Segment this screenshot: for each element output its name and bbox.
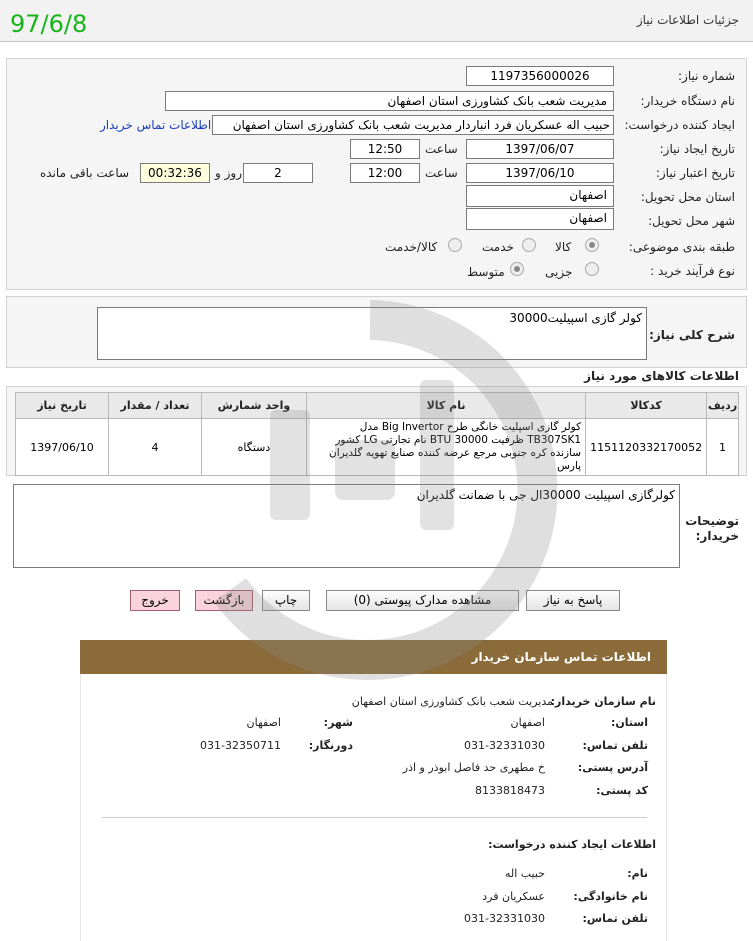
remaining-time-field[interactable]: 00:32:36 (140, 163, 210, 183)
process-medium-radio[interactable] (510, 262, 524, 276)
cell-name-line-4: پارس (557, 460, 582, 472)
goods-title: اطلاعات کالاهای مورد نیاز (584, 369, 739, 383)
table-row[interactable] (16, 419, 739, 476)
contact-divider (102, 817, 647, 818)
creator-info-title: اطلاعات ایجاد کننده درخواست: (488, 838, 656, 851)
cell-unit: دستگاه (201, 419, 306, 476)
print-button[interactable]: چاپ (262, 590, 310, 611)
creator-first-label: نام: (627, 867, 648, 880)
contact-city-label: شهر: (323, 716, 353, 729)
contact-address-label: آدرس پستی: (577, 761, 648, 774)
goods-table-wrap (15, 392, 739, 476)
cell-row: 1 (707, 419, 739, 476)
valid-date-field[interactable]: 1397/06/10 (466, 163, 614, 183)
remaining-label: ساعت باقی مانده (40, 166, 130, 180)
contact-postal-label: کد پستی: (596, 784, 648, 797)
goods-table (15, 392, 739, 476)
days-label: روز و (215, 166, 242, 180)
contact-title: اطلاعات تماس سازمان خریدار (471, 650, 651, 664)
category-both-label: کالا/خدمت (385, 240, 438, 254)
creator-first-value: حبیب اله (504, 867, 545, 880)
contact-fax-label: دورنگار: (308, 739, 353, 752)
province-label: استان محل تحویل: (640, 190, 735, 204)
contact-org-value: مدیریت شعب بانک کشاورزی استان اصفهان (351, 695, 553, 708)
creator-label: ایجاد کننده درخواست: (624, 118, 735, 132)
process-minor-label: جزیی (545, 265, 573, 279)
creator-last-label: نام خانوادگی: (573, 890, 648, 903)
created-time-label: ساعت (425, 142, 458, 156)
contact-header (80, 640, 667, 674)
need-number-field[interactable]: 1197356000026 (466, 66, 614, 86)
back-button[interactable]: بازگشت (195, 590, 253, 611)
col-name: نام کالا (306, 393, 585, 419)
creator-phone-label: تلفن تماس: (582, 912, 648, 925)
process-label: نوع فرآیند خرید : (650, 264, 735, 278)
summary-text: کولر گازی اسپیلیت30000 (509, 311, 642, 325)
category-goods-label: کالا (555, 240, 572, 254)
created-time-field[interactable]: 12:50 (350, 139, 420, 159)
col-row: ردیف (707, 393, 739, 419)
buyer-org-field[interactable]: مدیریت شعب بانک کشاورزی استان اصفهان (165, 91, 614, 111)
summary-label: شرح کلی نیاز: (649, 328, 735, 342)
creator-phone-value: 031-32331030 (464, 912, 545, 925)
days-field[interactable]: 2 (243, 163, 313, 183)
category-label: طبقه بندی موضوعی: (628, 240, 735, 254)
valid-date-label: تاریخ اعتبار نیاز: (655, 166, 735, 180)
contact-address-value: خ مطهری حد فاصل ابوذر و اذر (402, 761, 545, 774)
contact-state-value: اصفهان (510, 716, 545, 729)
city-label: شهر محل تحویل: (648, 214, 735, 228)
created-date-field[interactable]: 1397/06/07 (466, 139, 614, 159)
valid-time-field[interactable]: 12:00 (350, 163, 420, 183)
page-title: جزئیات اطلاعات نیاز (636, 13, 739, 27)
process-medium-label: متوسط (467, 265, 505, 279)
process-minor-radio[interactable] (585, 262, 599, 276)
need-number-label: شماره نیاز: (678, 69, 735, 83)
buyer-org-label: نام دستگاه خریدار: (640, 94, 735, 108)
col-date: تاریخ نیاز (16, 393, 109, 419)
cell-name (306, 419, 585, 476)
contact-postal-value: 8133818473 (475, 784, 545, 797)
category-service-radio[interactable] (522, 238, 536, 252)
reply-button[interactable]: پاسخ به نیاز (526, 590, 620, 611)
notes-text: کولرگازی اسپیلیت 30000ال جی با ضمانت گلدیران (416, 488, 675, 502)
buyer-contact-link[interactable]: اطلاعات تماس خریدار (100, 118, 212, 132)
creator-field[interactable]: حبیب اله عسکریان فرد انباردار مدیریت شعب بانک کشاورزی استان اصفهان (212, 115, 614, 135)
contact-city-value: اصفهان (246, 716, 281, 729)
notes-label-1: توضیحات (685, 514, 739, 528)
cell-qty: 4 (109, 419, 202, 476)
col-unit: واحد شمارش (201, 393, 306, 419)
creator-last-value: عسکریان فرد (482, 890, 545, 903)
cell-name-line-3: سازنده کره جنوبی مرجع عرضه کننده صنایع تهویه گلدیران (329, 447, 582, 459)
notes-textarea[interactable] (13, 484, 680, 568)
contact-fax-value: 031-32350711 (200, 739, 281, 752)
city-field[interactable]: اصفهان (466, 208, 614, 230)
category-both-radio[interactable] (448, 238, 462, 252)
cell-name-line-1: کولر گازی اسپلیت خانگی طرح Big Invertor مدل (359, 421, 582, 433)
col-qty: تعداد / مقدار (109, 393, 202, 419)
goods-header-row (16, 393, 739, 419)
contact-state-label: استان: (611, 716, 648, 729)
cell-name-line-2: TB307SK1 ظرفیت BTU 30000 نام تجارتی LG کشور (335, 434, 582, 446)
valid-time-label: ساعت (425, 166, 458, 180)
created-date-label: تاریخ ایجاد نیاز: (659, 142, 735, 156)
category-service-label: خدمت (482, 240, 514, 254)
exit-button[interactable]: خروج (130, 590, 180, 611)
summary-textarea[interactable] (97, 307, 647, 360)
cell-date: 1397/06/10 (16, 419, 109, 476)
cell-code: 1151120332170052 (586, 419, 707, 476)
category-goods-radio[interactable] (585, 238, 599, 252)
contact-phone-value: 031-32331030 (464, 739, 545, 752)
attachments-button[interactable]: مشاهده مدارک پیوستی (0) (326, 590, 519, 611)
province-field[interactable]: اصفهان (466, 185, 614, 207)
contact-phone-label: تلفن تماس: (582, 739, 648, 752)
contact-org-label: نام سازمان خریدار: (550, 695, 656, 708)
date-stamp: 97/6/8 (10, 10, 88, 38)
notes-label-2: خریدار: (695, 529, 739, 543)
col-code: کدکالا (586, 393, 707, 419)
